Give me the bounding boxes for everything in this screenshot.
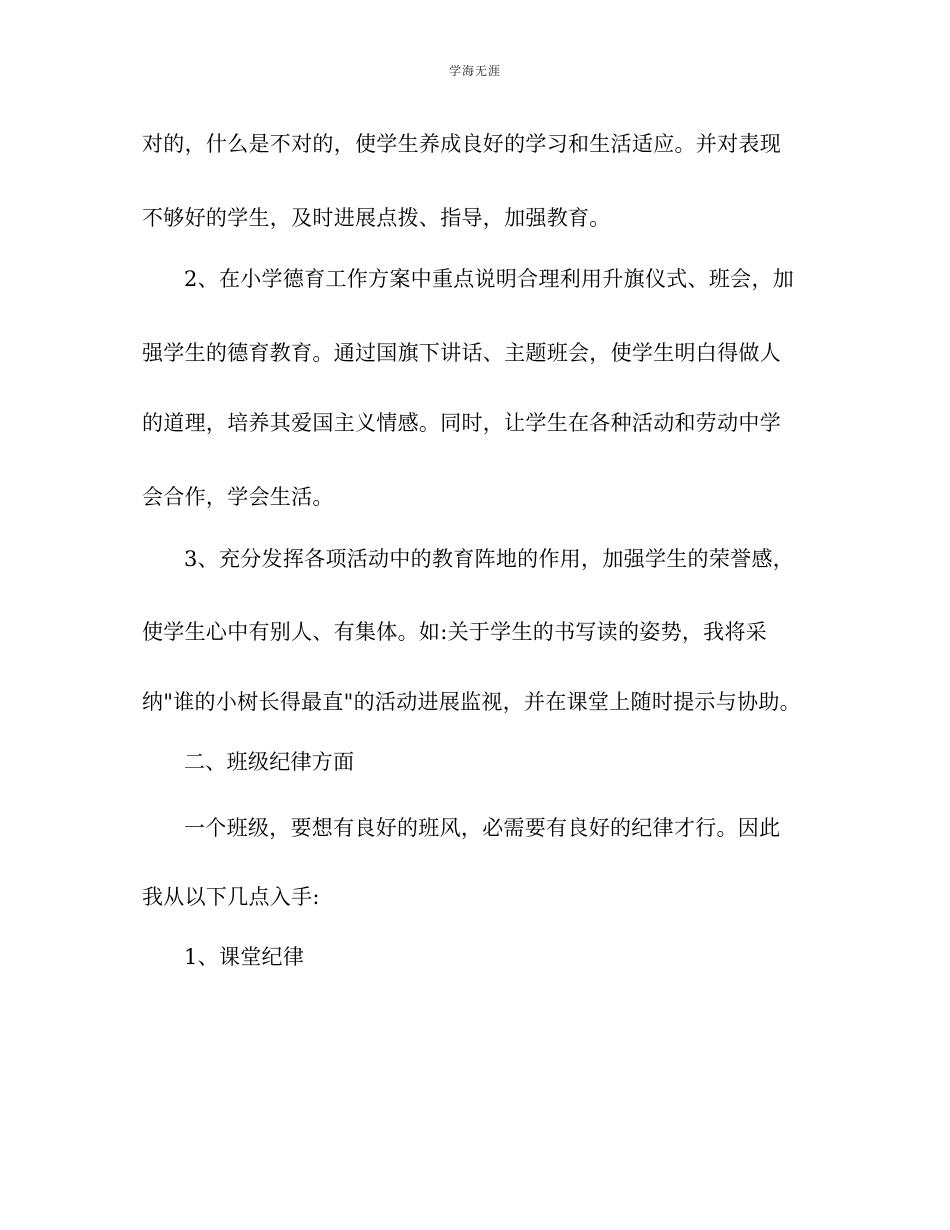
section-heading: 二、班级纪律方面 (184, 750, 355, 774)
body-line: 我从以下几点入手: (142, 885, 320, 909)
body-line: 不够好的学生，及时进展点拨、指导，加强教育。 (142, 206, 611, 230)
body-line: 一个班级，要想有良好的班风，必需要有良好的纪律才行。因此 (184, 816, 781, 840)
body-line: 的道理，培养其爱国主义情感。同时，让学生在各种活动和劳动中学 (142, 411, 781, 435)
body-line: 使学生心中有别人、有集体。如:关于学生的书写读的姿势，我将采 (142, 620, 768, 644)
body-line: 强学生的德育教育。通过国旗下讲话、主题班会，使学生明白得做人 (142, 341, 781, 365)
body-line: 会合作，学会生活。 (142, 485, 334, 509)
subsection-heading: 1、课堂纪律 (184, 945, 305, 969)
body-line: 对的，什么是不对的，使学生养成良好的学习和生活适应。并对表现 (142, 132, 781, 156)
page-header: 学海无涯 (448, 64, 501, 78)
body-line: 2、在小学德育工作方案中重点说明合理利用升旗仪式、班会，加 (184, 267, 795, 291)
body-line: 3、充分发挥各项活动中的教育阵地的作用，加强学生的荣誉感， (184, 547, 795, 571)
body-line: 纳"谁的小树长得最直"的活动进展监视，并在课堂上随时提示与协助。 (142, 690, 801, 714)
